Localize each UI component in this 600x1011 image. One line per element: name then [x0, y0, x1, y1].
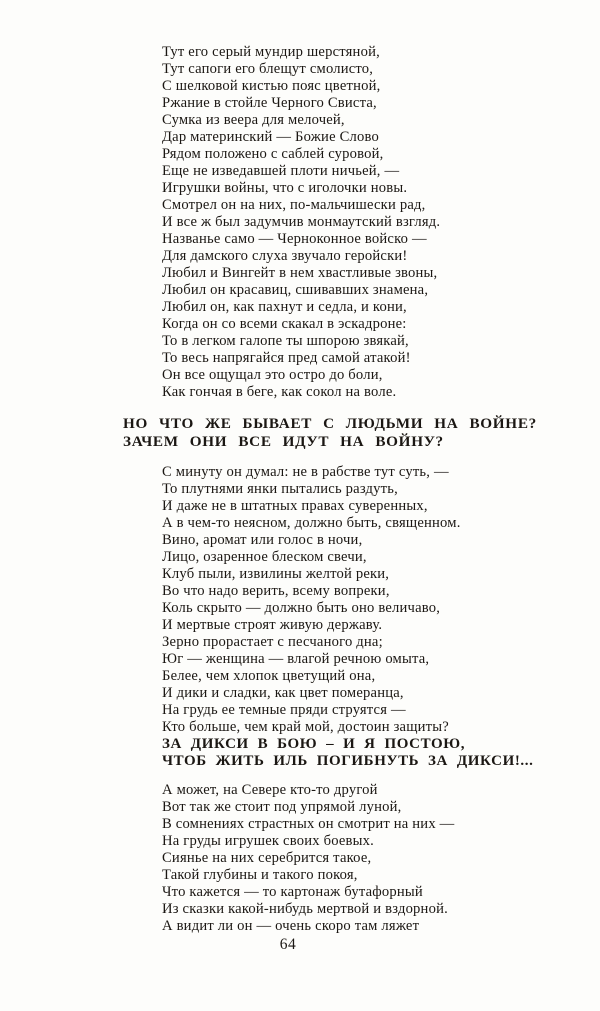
poem-line: Во что надо верить, всему вопреки,: [162, 583, 390, 599]
poem-line: То весь напрягайся пред самой атакой!: [162, 350, 411, 366]
poem-line: С минуту он думал: не в рабстве тут суть, —: [162, 464, 449, 480]
poem-line: На груды игрушек своих боевых.: [162, 833, 375, 849]
poem-line: Смотрел он на них, по-мальчишески рад,: [162, 197, 426, 213]
poem-line: Кто больше, чем край мой, достоин защиты?: [162, 719, 449, 735]
poem-line: На грудь ее темные пряди струятся —: [162, 702, 406, 718]
poem-line: Что кажется — то картонаж бутафорный: [162, 884, 423, 900]
section-heading: [123, 415, 600, 451]
poem-line: В сомнениях страстных он смотрит на них —: [162, 816, 455, 832]
poem-line: Лицо, озаренное блеском свечи,: [162, 549, 367, 565]
poem-line: Клуб пыли, извилины желтой реки,: [162, 566, 390, 582]
poem-line: Он все ощущал это остро до боли,: [162, 367, 383, 383]
poem-line: То в легком галопе ты шпорою звякай,: [162, 333, 409, 349]
poem-stanza-3: [162, 782, 600, 935]
poem-line: Вот так же стоит под упрямой луной,: [162, 799, 402, 815]
poem-line: Любил он, как пахнут и седла, и кони,: [162, 299, 407, 315]
section-heading-line: ЗАЧЕМ ОНИ ВСЕ ИДУТ НА ВОЙНУ?: [123, 433, 444, 450]
poem-line: То плутнями янки пытались раздуть,: [162, 481, 398, 497]
poem-line: С шелковой кистью пояс цветной,: [162, 78, 381, 94]
poem-line: Из сказки какой-нибудь мертвой и вздорной.: [162, 901, 448, 917]
poem-line: Когда он со всеми скакал в эскадроне:: [162, 316, 407, 332]
poem-stanza-1: [162, 44, 600, 401]
poem-line: А видит ли он — очень скоро там ляжет: [162, 918, 420, 934]
poem-line: Как гончая в беге, как сокол на воле.: [162, 384, 397, 400]
poem-line: Зерно прорастает с песчаного дна;: [162, 634, 383, 650]
poem-line-emphasis: ЗА ДИКСИ В БОЮ – И Я ПОСТОЮ,: [162, 736, 466, 752]
poem-line: Ржание в стойле Черного Свиста,: [162, 95, 377, 111]
poem-line: Сумка из веера для мелочей,: [162, 112, 345, 128]
poem-line: И даже не в штатных правах суверенных,: [162, 498, 428, 514]
poem-line: Тут его серый мундир шерстяной,: [162, 44, 380, 60]
poem-line: И все ж был задумчив монмаутский взгляд.: [162, 214, 441, 230]
poem-line: Игрушки войны, что с иголочки новы.: [162, 180, 408, 196]
poem-line: Вино, аромат или голос в ночи,: [162, 532, 363, 548]
poem-line: Такой глубины и такого покоя,: [162, 867, 358, 883]
poem-line: Тут сапоги его блещут смолисто,: [162, 61, 374, 77]
page-number: 64: [279, 936, 297, 953]
section-heading-line: НО ЧТО ЖЕ БЫВАЕТ С ЛЮДЬМИ НА ВОЙНЕ?: [123, 415, 537, 432]
poem-line: Дар материнский — Божие Слово: [162, 129, 379, 145]
poem-line: Юг — женщина — влагой речною омыта,: [162, 651, 430, 667]
poem-line: Коль скрыто — должно быть оно величаво,: [162, 600, 441, 616]
poem-line: Белее, чем хлопок цветущий она,: [162, 668, 376, 684]
poem-line-emphasis: ЧТОБ ЖИТЬ ИЛЬ ПОГИБНУТЬ ЗА ДИКСИ!...: [162, 753, 534, 769]
poem-line: Сиянье на них серебрится такое,: [162, 850, 372, 866]
poem-line: И мертвые строят живую державу.: [162, 617, 383, 633]
poem-line: Любил он красавиц, сшивавших знамена,: [162, 282, 429, 298]
poem-stanza-2: [162, 464, 600, 770]
poem-line: Еще не изведавшей плоти ничьей, —: [162, 163, 400, 179]
poem-line: А в чем-то неясном, должно быть, священном.: [162, 515, 461, 531]
poem-line: А может, на Севере кто-то другой: [162, 782, 378, 798]
poem-line: Для дамского слуха звучало геройски!: [162, 248, 408, 264]
poem-line: И дики и сладки, как цвет померанца,: [162, 685, 404, 701]
poem-line: Любил и Вингейт в нем хвастливые звоны,: [162, 265, 438, 281]
poem-line: Рядом положено с саблей суровой,: [162, 146, 384, 162]
poem-line: Названье само — Черноконное войско —: [162, 231, 427, 247]
